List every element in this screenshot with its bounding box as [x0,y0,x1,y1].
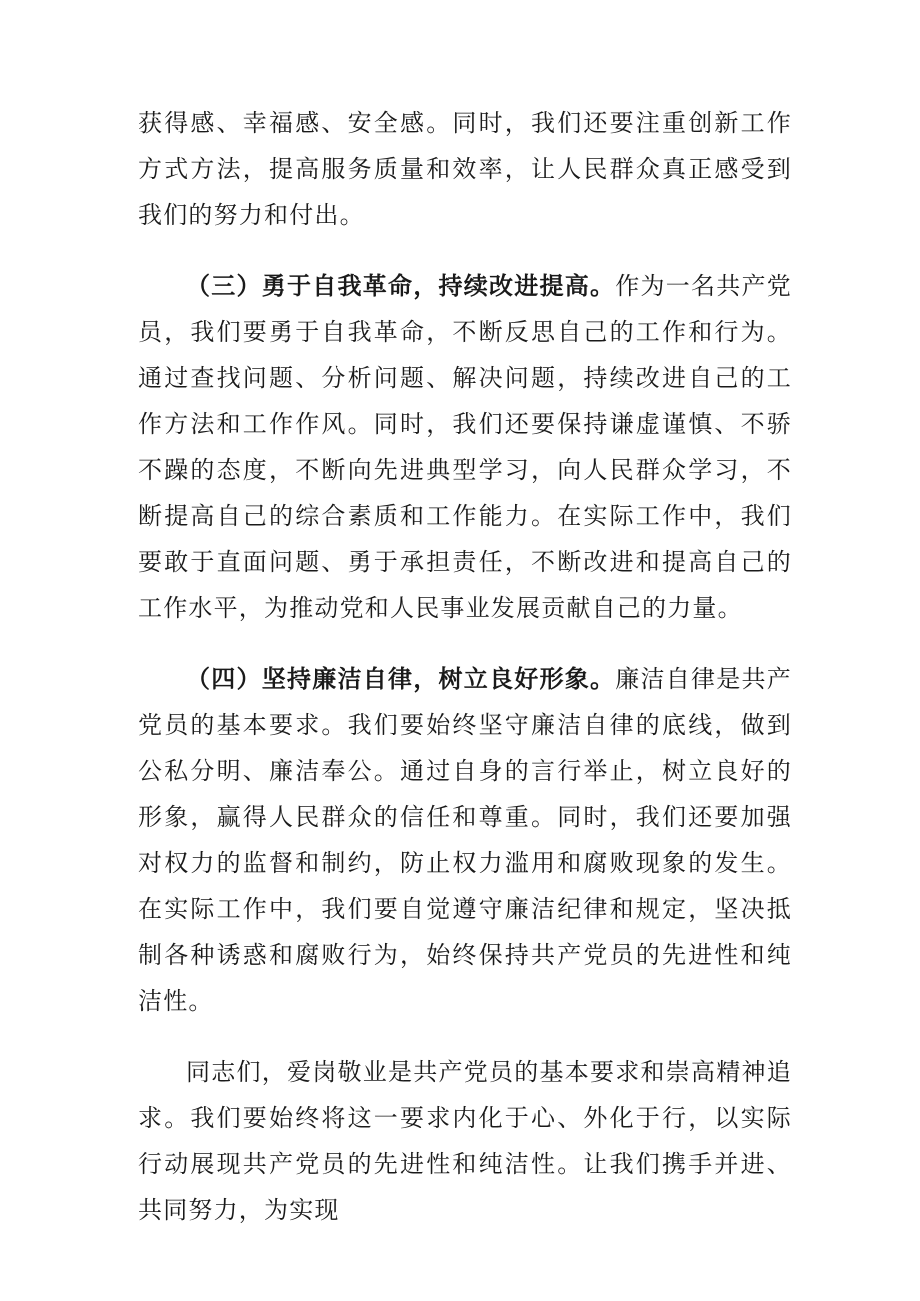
paragraph-continued [138,100,792,238]
document-page [138,100,792,1233]
section-heading: （三）勇于自我革命，持续改进提高。 [186,272,616,300]
section-heading: （四）坚持廉洁自律，树立良好形象。 [186,665,616,693]
paragraph-section-3 [138,263,792,631]
paragraph-section-4 [138,656,792,1024]
paragraph-text: 廉洁自律是共产党员的基本要求。我们要始终坚守廉洁自律的底线，做到公私分明、廉洁奉公。通过自身的言行举止，树立良好的形象，赢得人民群众的信任和尊重。同时，我们还要加强对权力的监督和制约，防止权力滥用和腐败现象的发生。在实际工作中，我们要自觉遵守廉洁纪律和规定，坚决抵制各种诱惑和腐败行为，始终保持共产党员的先进性和纯洁性。 [138,665,792,1015]
paragraph-text: 同志们，爱岗敬业是共产党员的基本要求和崇高精神追求。我们要始终将这一要求内化于心、外化于行，以实际行动展现共产党员的先进性和纯洁性。让我们携手并进、共同努力，为实现 [138,1058,792,1224]
paragraph-closing [138,1049,792,1233]
paragraph-text: 作为一名共产党员，我们要勇于自我革命，不断反思自己的工作和行为。通过查找问题、分析问题、解决问题，持续改进自己的工作方法和工作作风。同时，我们还要保持谦虚谨慎、不骄不躁的态度，不断向先进典型学习，向人民群众学习，不断提高自己的综合素质和工作能力。在实际工作中，我们要敢于直面问题、勇于承担责任，不断改进和提高自己的工作水平，为推动党和人民事业发展贡献自己的力量。 [138,272,792,622]
paragraph-text: 获得感、幸福感、安全感。同时，我们还要注重创新工作方式方法，提高服务质量和效率，让人民群众真正感受到我们的努力和付出。 [138,109,792,229]
